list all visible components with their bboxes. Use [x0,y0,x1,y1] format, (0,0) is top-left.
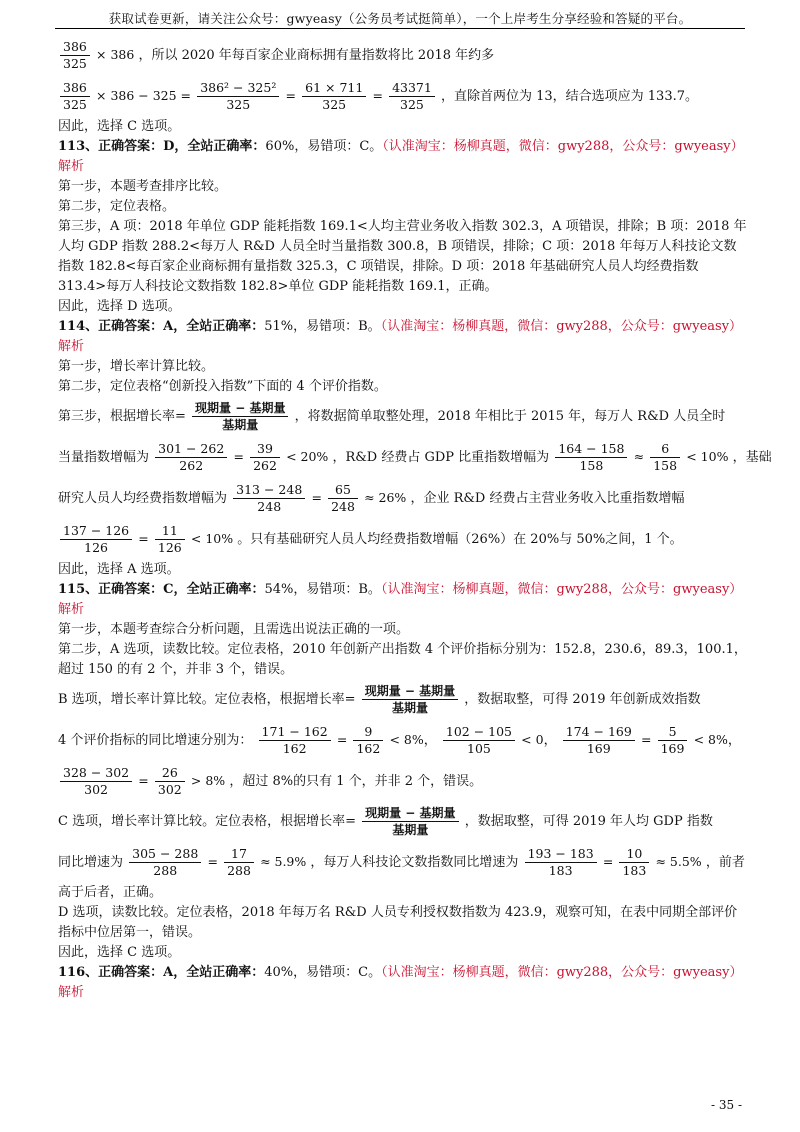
numerator: 193 − 183 [527,846,594,861]
body-text: B 选项，增长率计算比较。定位表格，根据增长率= [58,692,356,707]
numerator: 386² − 325² [200,80,277,95]
denominator: 158 [555,457,627,474]
numerator: 10 [626,846,643,861]
fraction [155,765,185,798]
fraction [60,765,132,798]
q113-answer-line [58,137,748,157]
body-text: ，直除首两位为 13，结合选项应为 133.7。 [440,89,699,104]
math-text: = [640,732,652,747]
q115-option-b-line-2: 4 个评价指标的同比增速分别为： $\frac{171 - 162}{162}$ = $\frac{9}{162}$ < 8%， $\frac{102 - 105}{105}$ < 0， $\frac{174 - 169}{169}$ = $\frac{5}{169}$ < 8%， [58,724,741,756]
fraction [650,441,680,474]
numerator: 17 [231,846,247,861]
growth-rate-formula [362,805,458,838]
q113-analysis-heading: 解析 [58,159,85,174]
numerator: 11 [161,523,178,538]
promo-text: （认准淘宝：杨柳真题，微信：gwy288，公众号：gwyeasy） [381,965,743,980]
denominator: 288 [224,862,254,879]
numerator: 102 − 105 [445,724,513,739]
numerator: 现期量 − 基期量 [364,684,456,698]
numerator: 328 − 302 [63,765,130,780]
answer-label: 114、正确答案：A，全站正确率： [58,319,265,334]
denominator: 288 [129,862,201,879]
numerator: 386 [63,39,87,54]
fraction [129,846,201,879]
body-text: 研究人员人均经费指数增幅为 [58,491,228,506]
math-text: < 0 [521,732,544,747]
math-text: < 8% [389,732,424,747]
body-text: ，数据取整，可得 2019 年创新成效指数 [464,692,701,707]
numerator: 43371 [392,80,432,95]
fraction [233,482,305,515]
denominator: 248 [233,498,305,515]
denominator: 169 [563,740,635,757]
fraction [443,724,515,757]
denominator: 248 [328,498,358,515]
numerator: 164 − 158 [558,441,625,456]
fraction [224,846,254,879]
body-text: ，所以 2020 年每百家企业商标拥有量指数将比 2018 年约多 [138,48,495,63]
denominator: 126 [155,539,185,556]
denominator: 基期量 [192,416,288,433]
fraction [259,724,331,757]
numerator: 305 − 288 [132,846,199,861]
q113-step-1: 第一步，本题考查排序比较。 [58,179,228,194]
q115-analysis-heading: 解析 [58,602,85,617]
numerator: 5 [668,724,677,739]
body-text: C 选项，增长率计算比较。定位表格，根据增长率= [58,814,356,829]
q113-conclusion: 因此，选择 D 选项。 [58,299,181,314]
body-text: 当量指数增幅为 [58,450,150,465]
numerator: 现期量 − 基期量 [195,401,286,415]
body-text: ，将数据简单取整处理，2018 年相比于 2015 年，每万人 R&D 人员全时 [294,409,726,424]
q115-option-c-line-1 [58,802,748,842]
q114-step-1: 第一步，增长率计算比较。 [58,359,215,374]
q112-formula-line-2 [58,76,748,117]
numerator: 313 − 248 [236,482,303,497]
header-divider [55,28,745,29]
q115-option-c-line-2 [58,842,748,883]
denominator: 基期量 [362,821,458,838]
q112-formula-line-1 [58,35,748,76]
q114-answer-line [58,317,748,337]
math-text: × 386 [96,47,135,62]
denominator: 262 [155,457,227,474]
fraction [328,482,358,515]
q115-option-d: D 选项，读数比较。定位表格，2018 年每万名 R&D 人员专利授权数指数为 423.9，观察可知，在表中同期全部评价指标中位居第一，错误。 [58,905,738,940]
body-text: ，每万人科技论文数指数同比增速为 [310,855,519,870]
fraction [302,80,366,113]
numerator: 61 × 711 [305,80,364,95]
math-text: = [336,732,348,747]
q116-answer-line [58,963,748,983]
denominator: 325 [389,96,435,113]
body-text: ，数据取整，可得 2019 年人均 GDP 指数 [464,814,713,829]
math-text: = [138,531,149,546]
q114-step-3-line-4 [58,519,748,560]
fraction [155,523,185,556]
q115-option-c-line-3: 高于后者，正确。 [58,885,163,900]
body-text: 4 个评价指标的同比增速分别为： [58,733,253,748]
q114-step-3-line-3 [58,478,748,519]
body-text: 。只有基础研究人员人均经费指数增幅（26%）在 20%与 50%之间，1 个。 [237,532,683,547]
denominator: 183 [525,862,597,879]
fraction [658,724,688,757]
denominator: 325 [60,55,90,72]
answer-label: 115、正确答案：C，全站正确率： [58,582,265,597]
denominator: 325 [302,96,366,113]
math-text: ≈ [633,449,645,464]
math-text: > 8% [190,773,226,788]
q113-step-3: 第三步，A 项：2018 年单位 GDP 能耗指数 169.1<人均主营业务收入指数 302.3，A 项错误，排除；B 项：2018 年人均 GDP 指数 288.2<每万人 R&D 人员全时当量指数 300.8，B 项错误，排除；C 项：2018 年每万人科技论文数指数 182.8<每百家企业商标拥有量指数 325.3，C 项错误，排除。D 项：2018 年基础研究人员人均经费指数 313.4>每万人科技论文数指数 182.8>单位 GDP 能耗指数 169.1，正确。 [58,219,747,294]
math-text: ≈ 5.9% [260,854,307,869]
fraction [563,724,635,757]
body-text: ，前者 [705,855,745,870]
growth-rate-formula [362,683,458,716]
q116-analysis-heading: 解析 [58,985,85,1000]
math-text: = [372,88,383,103]
numerator: 39 [257,441,273,456]
body-text: 第三步，根据增长率= [58,409,186,424]
q115-step-1: 第一步，本题考查综合分析问题，且需选出说法正确的一项。 [58,622,410,637]
body-text: ，超过 8%的只有 1 个，并非 2 个，错误。 [229,774,483,789]
body-text: 同比增速为 [58,855,124,870]
denominator: 262 [250,457,280,474]
denominator: 162 [353,740,383,757]
numerator: 65 [335,482,351,497]
math-text: = [311,490,322,505]
fraction [197,80,279,113]
promo-text: （认准淘宝：杨柳真题，微信：gwy288，公众号：gwyeasy） [380,582,743,597]
q115-option-b-line-3 [58,761,748,802]
answer-label: 116、正确答案：A，全站正确率： [58,965,265,980]
answer-rate: 54%，易错项：B。 [264,582,381,597]
q115-step-2: 第二步，A 选项，读数比较。定位表格，2010 年创新产出指数 4 个评价指标分别为：152.8，230.6，89.3，100.1，超过 150 的有 2 个，并非 3 个，错误。 [58,642,747,677]
math-text: < 20% [286,449,329,464]
fraction [389,80,435,113]
promo-text: （认准淘宝：杨柳真题，微信：gwy288，公众号：gwyeasy） [382,139,744,154]
math-text: = [602,854,614,869]
math-text: ≈ 26% [364,490,407,505]
denominator: 基期量 [362,699,458,716]
numerator: 137 − 126 [63,523,130,538]
answer-label: 113、正确答案：D，全站正确率： [58,139,266,154]
math-text: = [285,88,296,103]
denominator: 105 [443,740,515,757]
q114-step-3-line-1 [58,397,748,437]
q114-step-2: 第二步，定位表格“创新投入指数”下面的 4 个评价指数。 [58,379,387,394]
answer-rate: 40%，易错项：C。 [264,965,382,980]
fraction [353,724,383,757]
fraction [60,39,90,72]
fraction [525,846,597,879]
body-text: ，企业 R&D 经费占主营业务收入比重指数增幅 [410,491,685,506]
math-text: = [138,773,149,788]
q112-conclusion: 因此，选择 C 选项。 [58,119,181,134]
denominator: 302 [155,781,185,798]
document-body [58,35,772,1003]
math-text: = [207,854,218,869]
numerator: 386 [63,80,87,95]
promo-text: （认准淘宝：杨柳真题，微信：gwy288，公众号：gwyeasy） [380,319,743,334]
q115-option-b-line-1 [58,680,748,720]
denominator: 302 [60,781,132,798]
q115-answer-line [58,580,748,600]
body-text: ，R&D 经费占 GDP 比重指数增幅为 [332,450,550,465]
page-header: 获取试卷更新，请关注公众号：gwyeasy（公务员考试挺简单），一个上岸考生分享经验和答疑的平台。 [108,11,692,26]
numerator: 301 − 262 [158,441,225,456]
numerator: 现期量 − 基期量 [365,806,456,820]
denominator: 158 [650,457,680,474]
growth-rate-formula [192,400,288,433]
page-number: - 35 - [710,1098,742,1112]
denominator: 169 [658,740,688,757]
numerator: 174 − 169 [565,724,632,739]
fraction [155,441,227,474]
denominator: 126 [60,539,132,556]
numerator: 26 [161,765,178,780]
math-text: ≈ 5.5% [655,854,702,869]
fraction [555,441,627,474]
numerator: 6 [661,441,670,456]
q113-step-2: 第二步，定位表格。 [58,199,176,214]
fraction [250,441,280,474]
fraction [60,523,132,556]
answer-rate: 51%，易错项：B。 [264,319,381,334]
q115-conclusion: 因此，选择 C 选项。 [58,945,181,960]
numerator: 171 − 162 [261,724,328,739]
denominator: 325 [197,96,279,113]
q114-step-3-line-2 [58,437,772,478]
math-text: = [233,449,244,464]
math-text: × 386 − 325 = [96,88,192,103]
math-text: < 10% [190,531,234,546]
denominator: 162 [259,740,331,757]
denominator: 183 [619,862,649,879]
fraction [619,846,649,879]
math-text: < 8% [693,732,728,747]
body-text: ，基础 [732,450,772,465]
q114-analysis-heading: 解析 [58,339,85,354]
fraction [60,80,90,113]
numerator: 9 [364,724,373,739]
denominator: 325 [60,96,90,113]
math-text: < 10% [686,449,729,464]
answer-rate: 60%，易错项：C。 [265,139,383,154]
q114-conclusion: 因此，选择 A 选项。 [58,562,180,577]
